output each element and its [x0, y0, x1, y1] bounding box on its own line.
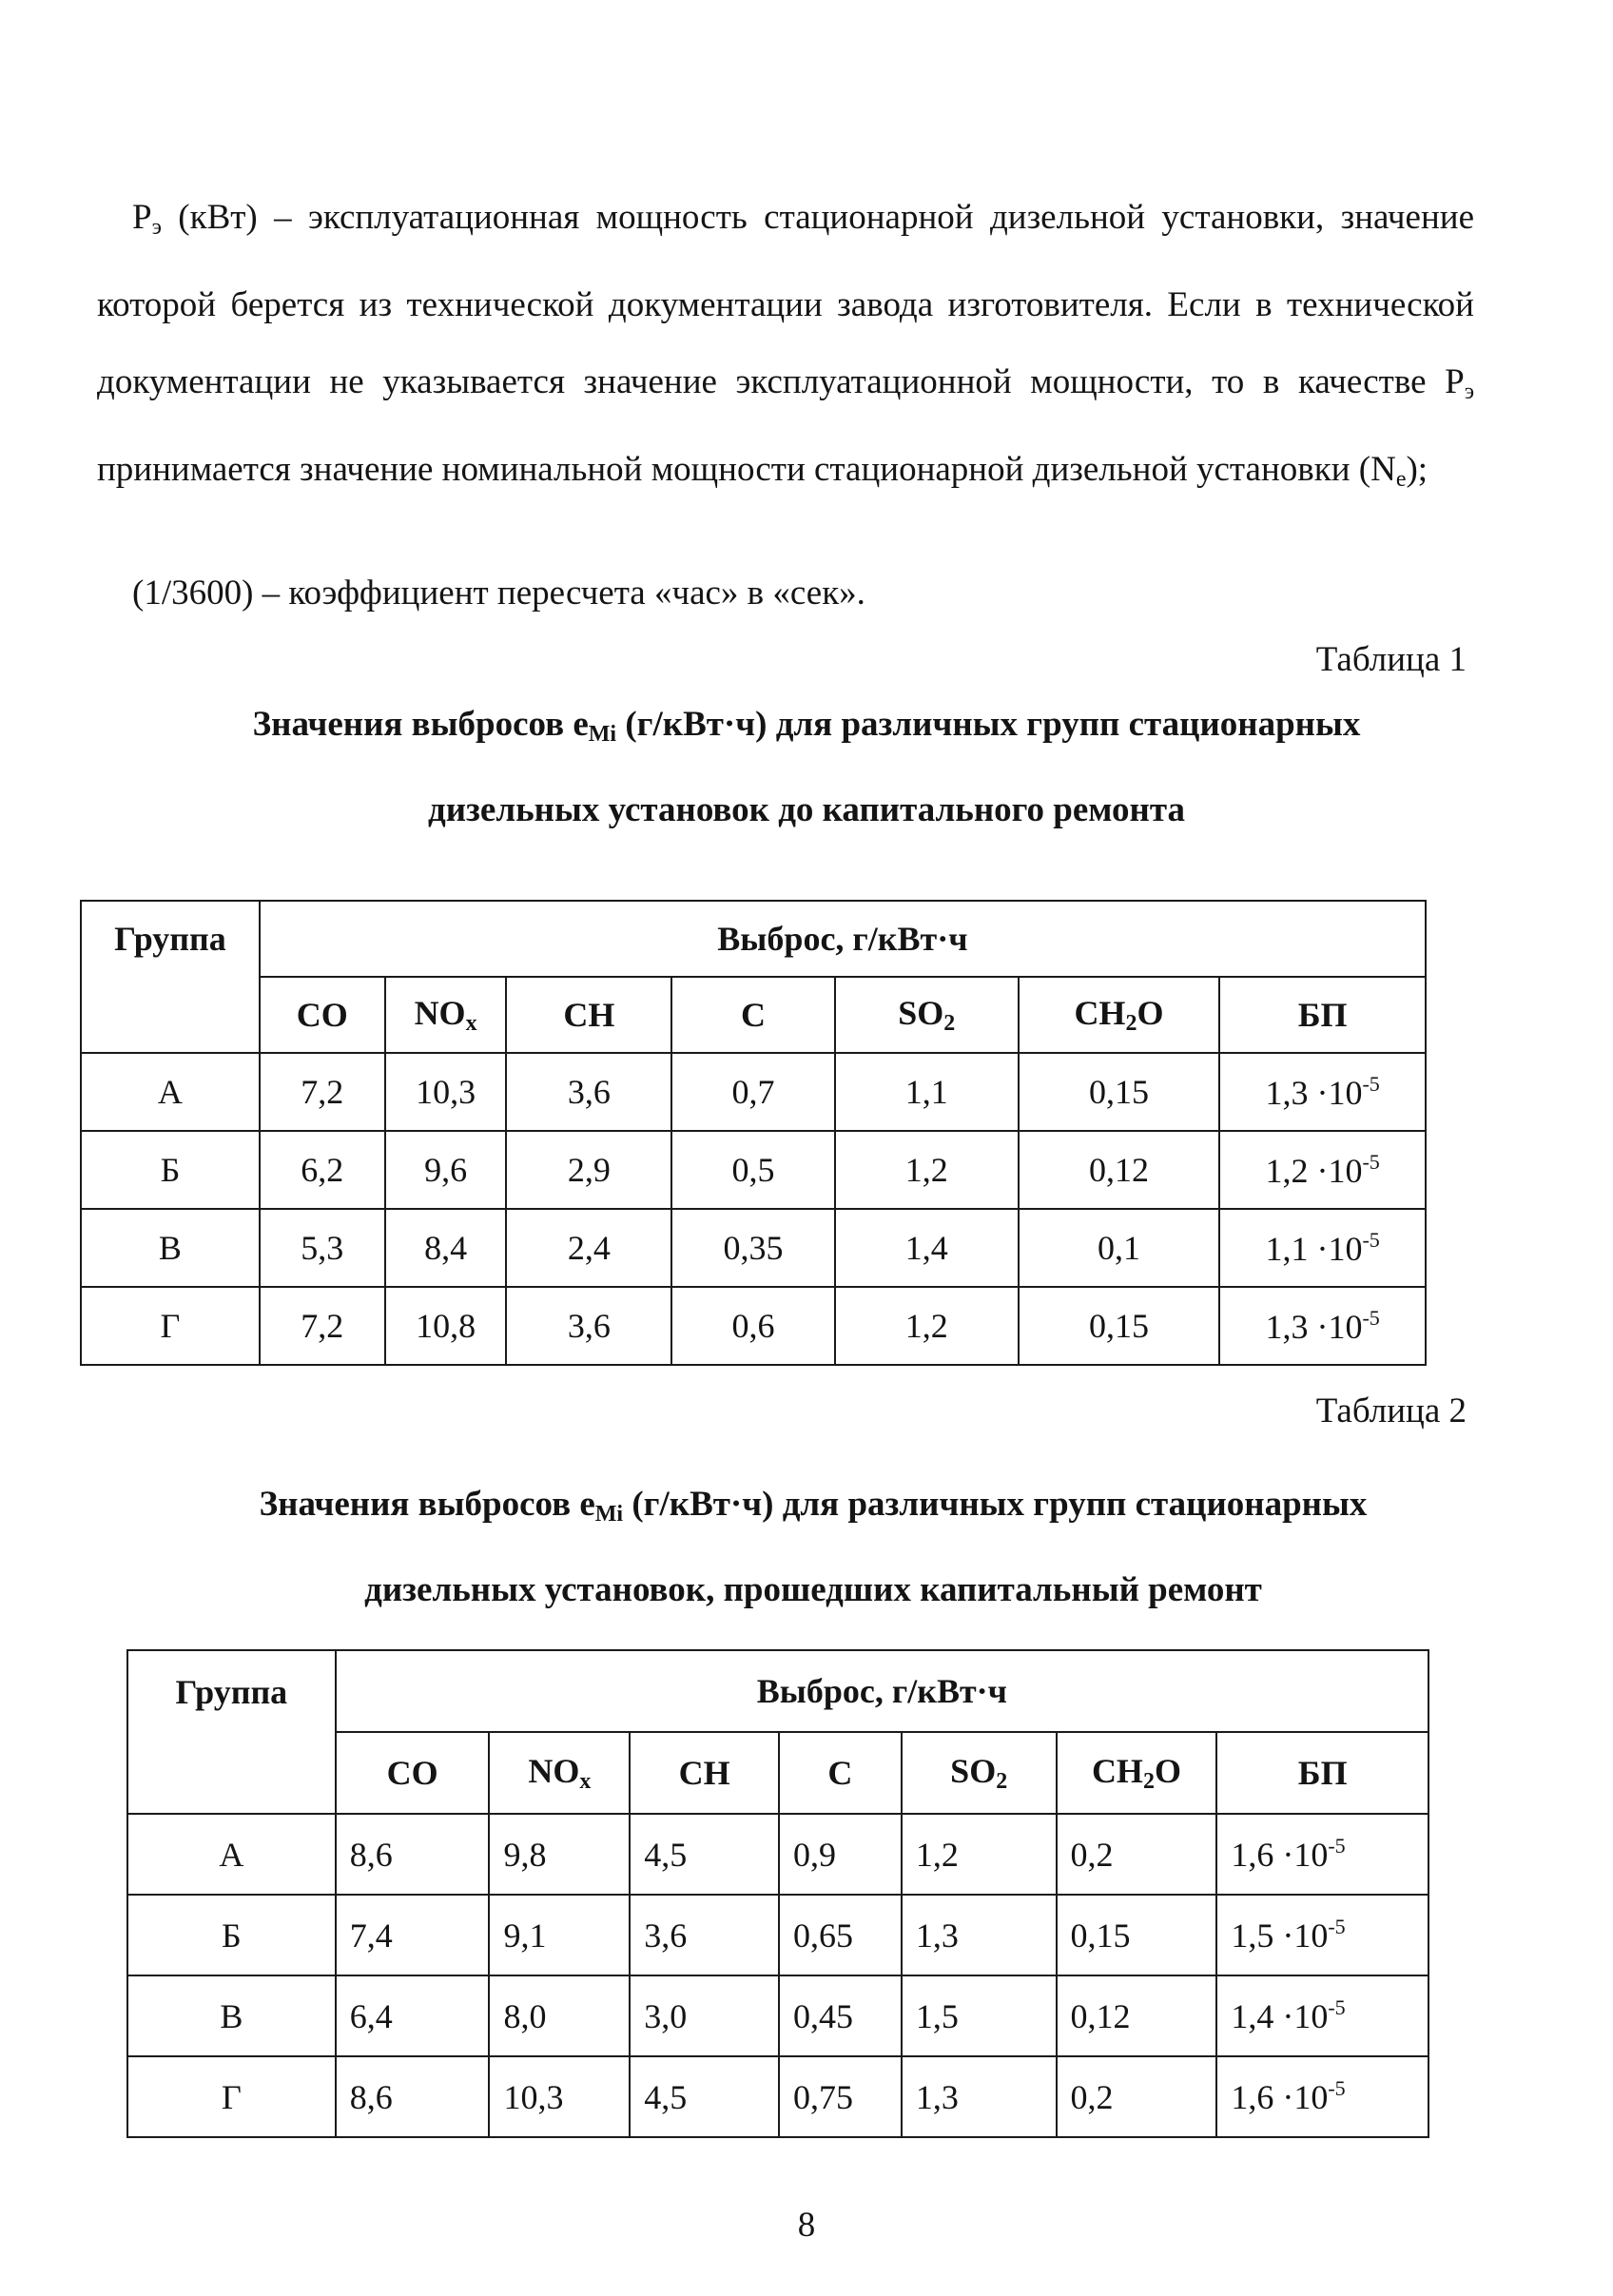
value-cell: 0,45	[779, 1975, 902, 2056]
title-subscript: Mi	[594, 1502, 624, 1527]
bp-exponent: -5	[1362, 1305, 1380, 1330]
group-column-header: Группа	[81, 901, 260, 1053]
value-cell: 0,12	[1057, 1975, 1217, 2056]
compound-subscript: x	[465, 1011, 477, 1036]
compound-name: CH	[1091, 1752, 1143, 1790]
value-cell: 3,6	[506, 1053, 671, 1131]
table-row	[127, 1895, 1428, 1975]
compound-subscript: 2	[1125, 1011, 1137, 1036]
value-cell: 2,4	[506, 1209, 671, 1287]
value-cell: 10,3	[489, 2056, 630, 2137]
value-cell: 0,2	[1057, 2056, 1217, 2137]
bp-base: 1,5 ·10	[1231, 1917, 1329, 1955]
table-header-row	[127, 1650, 1428, 1732]
compound-column-header	[385, 977, 507, 1053]
compound-column-header	[1216, 1732, 1428, 1814]
table-1	[80, 900, 1427, 1366]
bp-base: 1,6 ·10	[1231, 2078, 1329, 2116]
nominal-power-subscript: e	[1395, 467, 1407, 492]
compound-name: БП	[1297, 996, 1348, 1034]
title-text: Значения выбросов e	[259, 1485, 595, 1524]
paragraph-conversion-factor: (1/3600) – коэффициент пересчета «час» в «сек».	[132, 574, 865, 613]
value-cell: 7,4	[336, 1895, 490, 1975]
bp-base: 1,2 ·10	[1265, 1151, 1363, 1190]
value-cell: 0,15	[1057, 1895, 1217, 1975]
value-cell: 7,2	[260, 1053, 385, 1131]
group-cell: В	[127, 1975, 336, 2056]
value-cell: 8,4	[385, 1209, 507, 1287]
group-cell: В	[81, 1209, 260, 1287]
table-row	[81, 1053, 1426, 1131]
bp-base: 1,3 ·10	[1265, 1307, 1363, 1346]
compound-name-tail: O	[1137, 994, 1164, 1032]
bp-base: 1,3 ·10	[1265, 1073, 1363, 1112]
value-cell: 0,35	[671, 1209, 835, 1287]
compound-column-header	[506, 977, 671, 1053]
compound-column-header	[489, 1732, 630, 1814]
title-text: Значения выбросов e	[252, 705, 589, 744]
value-cell: 10,3	[385, 1053, 507, 1131]
table-row	[81, 1209, 1426, 1287]
value-cell: 8,6	[336, 2056, 490, 2137]
value-cell: 0,15	[1019, 1053, 1220, 1131]
bp-exponent: -5	[1328, 2076, 1346, 2100]
compound-column-header	[902, 1732, 1057, 1814]
compound-column-header	[1057, 1732, 1217, 1814]
value-cell: 0,15	[1019, 1287, 1220, 1365]
value-cell: 4,5	[630, 2056, 779, 2137]
compound-name: NO	[528, 1752, 580, 1790]
compound-name: C	[827, 1754, 853, 1792]
value-cell: 1,2	[835, 1131, 1019, 1209]
paragraph-power-definition	[97, 179, 1474, 518]
value-cell: 1,5	[902, 1975, 1057, 2056]
compound-column-header	[260, 977, 385, 1053]
value-cell: 7,2	[260, 1287, 385, 1365]
bp-base: 1,4 ·10	[1231, 1997, 1329, 2035]
table-2-title	[181, 1467, 1446, 1628]
value-cell: 0,6	[671, 1287, 835, 1365]
table-row	[127, 1814, 1428, 1895]
value-cell: 2,9	[506, 1131, 671, 1209]
compound-name-tail: O	[1154, 1752, 1181, 1790]
compound-column-header	[630, 1732, 779, 1814]
compound-name: CH	[678, 1754, 730, 1792]
value-cell: 9,8	[489, 1814, 630, 1895]
value-cell: 10,8	[385, 1287, 507, 1365]
value-cell: 1,3	[902, 2056, 1057, 2137]
bp-exponent: -5	[1328, 1915, 1346, 1938]
table-header-row	[81, 901, 1426, 977]
bp-exponent: -5	[1328, 1995, 1346, 2019]
compound-column-header	[671, 977, 835, 1053]
bp-value-cell	[1216, 1895, 1428, 1975]
table-row	[81, 1131, 1426, 1209]
table-row	[127, 1975, 1428, 2056]
bp-exponent: -5	[1362, 1149, 1380, 1174]
power-symbol: P	[132, 198, 152, 237]
value-cell: 0,12	[1019, 1131, 1220, 1209]
power-symbol-subscript: э	[151, 215, 162, 240]
compound-name: CO	[296, 996, 348, 1034]
group-cell: Г	[81, 1287, 260, 1365]
compound-name: БП	[1297, 1754, 1348, 1792]
bp-base: 1,1 ·10	[1265, 1229, 1363, 1268]
value-cell: 0,5	[671, 1131, 835, 1209]
value-cell: 5,3	[260, 1209, 385, 1287]
paragraph-text: );	[1406, 450, 1428, 489]
bp-exponent: -5	[1362, 1071, 1380, 1096]
table-1-title	[190, 687, 1423, 848]
compound-name: C	[741, 996, 767, 1034]
title-text: (г/кВт·ч) для различных групп стационарных дизельных установок до капитального ремонта	[428, 705, 1361, 829]
group-cell: А	[81, 1053, 260, 1131]
value-cell: 3,6	[630, 1895, 779, 1975]
value-cell: 0,1	[1019, 1209, 1220, 1287]
value-cell: 3,6	[506, 1287, 671, 1365]
bp-exponent: -5	[1328, 1834, 1346, 1858]
bp-value-cell	[1216, 1814, 1428, 1895]
value-cell: 1,2	[835, 1287, 1019, 1365]
compound-subscript: 2	[943, 1011, 956, 1036]
group-cell: А	[127, 1814, 336, 1895]
value-cell: 0,75	[779, 2056, 902, 2137]
bp-value-cell	[1216, 2056, 1428, 2137]
bp-value-cell	[1219, 1053, 1426, 1131]
bp-exponent: -5	[1362, 1227, 1380, 1252]
value-cell: 1,4	[835, 1209, 1019, 1287]
group-cell: Б	[81, 1131, 260, 1209]
compound-name: CO	[386, 1754, 438, 1792]
title-subscript: Mi	[588, 722, 617, 747]
value-cell: 9,1	[489, 1895, 630, 1975]
page-number: 8	[797, 2206, 816, 2245]
value-cell: 6,4	[336, 1975, 490, 2056]
emission-column-header: Выброс, г/кВт·ч	[260, 901, 1426, 977]
table-row	[81, 1287, 1426, 1365]
value-cell: 0,65	[779, 1895, 902, 1975]
group-cell: Г	[127, 2056, 336, 2137]
paragraph-text: принимается значение номинальной мощности стационарной дизельной установки (N	[97, 450, 1396, 489]
table-1-label: Таблица 1	[1315, 640, 1467, 679]
table-2	[126, 1649, 1429, 2138]
compound-name: NO	[414, 994, 466, 1032]
compound-name: CH	[1074, 994, 1126, 1032]
value-cell: 1,2	[902, 1814, 1057, 1895]
compound-name: SO	[950, 1752, 997, 1790]
value-cell: 1,3	[902, 1895, 1057, 1975]
bp-base: 1,6 ·10	[1231, 1836, 1329, 1874]
compound-column-header	[1019, 977, 1220, 1053]
compound-name: SO	[898, 994, 944, 1032]
bp-value-cell	[1219, 1131, 1426, 1209]
bp-value-cell	[1219, 1209, 1426, 1287]
value-cell: 0,9	[779, 1814, 902, 1895]
compound-name: CH	[563, 996, 615, 1034]
compound-subscript: 2	[996, 1769, 1008, 1794]
power-symbol-subscript: э	[1464, 379, 1474, 404]
value-cell: 3,0	[630, 1975, 779, 2056]
value-cell: 8,6	[336, 1814, 490, 1895]
compound-column-header	[336, 1732, 490, 1814]
table-2-label: Таблица 2	[1315, 1391, 1467, 1430]
value-cell: 9,6	[385, 1131, 507, 1209]
value-cell: 1,1	[835, 1053, 1019, 1131]
value-cell: 8,0	[489, 1975, 630, 2056]
bp-value-cell	[1216, 1975, 1428, 2056]
table-subheader-row	[81, 977, 1426, 1053]
paragraph-text: (кВт) – эксплуатационная мощность стационарной дизельной установки, значение которой берется из технической документации завода изготовителя. Если в технической документации не указывается значение эксплуатационной мощности, то в качестве P	[97, 198, 1474, 401]
group-cell: Б	[127, 1895, 336, 1975]
table-body	[127, 1814, 1428, 2137]
bp-value-cell	[1219, 1287, 1426, 1365]
value-cell: 0,7	[671, 1053, 835, 1131]
compound-subscript: x	[579, 1769, 592, 1794]
compound-column-header	[835, 977, 1019, 1053]
value-cell: 0,2	[1057, 1814, 1217, 1895]
table-body	[81, 1053, 1426, 1365]
table-row	[127, 2056, 1428, 2137]
emission-column-header: Выброс, г/кВт·ч	[336, 1650, 1428, 1732]
value-cell: 4,5	[630, 1814, 779, 1895]
title-text: (г/кВт·ч) для различных групп стационарных дизельных установок, прошедших капитальный ремонт	[364, 1485, 1368, 1609]
value-cell: 6,2	[260, 1131, 385, 1209]
compound-column-header	[779, 1732, 902, 1814]
compound-column-header	[1219, 977, 1426, 1053]
compound-subscript: 2	[1142, 1769, 1155, 1794]
group-column-header: Группа	[127, 1650, 336, 1814]
